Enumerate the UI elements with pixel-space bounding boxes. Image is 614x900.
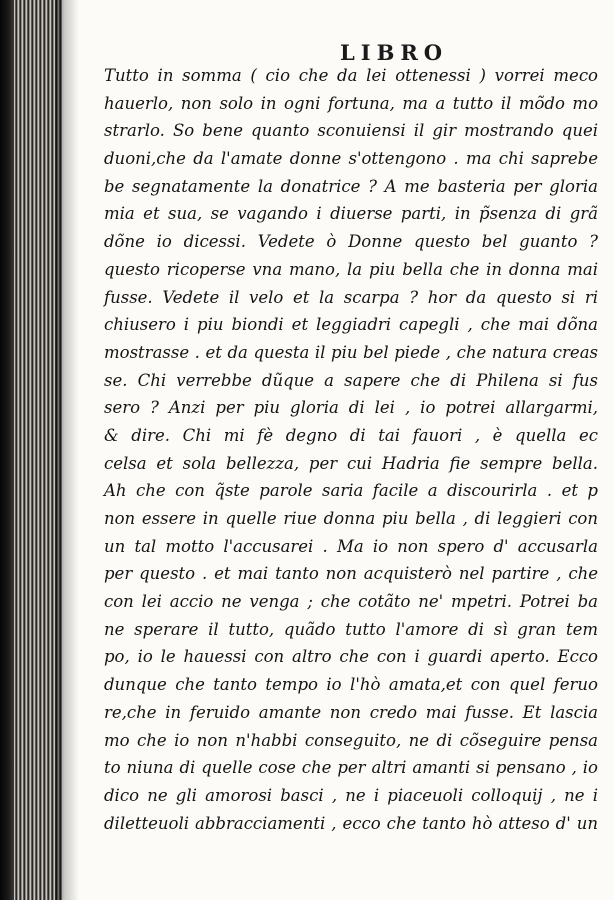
- text-line: se. Chi verrebbe dũque a sapere che di Philena si fus: [104, 370, 598, 390]
- text-line: con lei accio ne venga ; che cotãto ne' mpetri. Potrei ba: [104, 592, 598, 612]
- text-line: ne sperare il tutto, quãdo tutto l'amore di sì gran tem: [104, 619, 598, 639]
- text-line: strarlo. So bene quanto sconuiensi il gir mostrando quei: [104, 121, 598, 141]
- text-line: mia et sua, se vagando i diuerse parti, in p̃senza di grã: [104, 204, 598, 224]
- binding-gutter: [0, 0, 14, 900]
- text-line: mo che io non n'habbi conseguito, ne di cõseguire pensa: [104, 730, 598, 750]
- body-text: [104, 62, 604, 837]
- text-line: chiusero i piu biondi et leggiadri capegli , che mai dõna: [104, 315, 598, 335]
- text-line: Tutto in somma ( cio che da lei ottenessi ) vorrei meco: [104, 66, 598, 85]
- text-line: Ah che con q̃ste parole saria facile a discourirla . et p: [104, 481, 598, 501]
- gutter-shadow: [55, 0, 79, 900]
- text-line: & dire. Chi mi fè degno di tai fauori , è quella ec: [104, 425, 598, 445]
- text-line: po, io le hauessi con altro che con i guardi aperto. Ecco: [104, 647, 598, 667]
- text-line: duoni,che da l'amate donne s'ottengono . ma chi saprebe: [104, 149, 598, 169]
- text-line: sero ? Anzi per piu gloria di lei , io potrei allargarmi,: [104, 398, 598, 418]
- text-line: dilettеuoli abbracciamenti , ecco che tanto hò atteso d' un: [104, 813, 598, 833]
- text-line: fusse. Vedete il velo et la scarpa ? hor da questo si ri: [104, 287, 598, 307]
- text-line: mostrasse . et da questa il piu bel piede , che natura creas: [104, 342, 598, 362]
- text-line: dico ne gli amorosi basci , ne i piaceuoli colloquij , ne i: [104, 785, 598, 805]
- running-head: LIBRO: [340, 40, 449, 65]
- text-line: to niuna di quelle cose che per altri amanti si pensano , io: [104, 758, 598, 778]
- text-line: questo ricoperse vna mano, la piu bella che in donna mai: [104, 259, 598, 279]
- text-line: non essere in quelle riue donna piu bella , di leggieri con: [104, 509, 598, 528]
- text-line: be segnatamente la donatrice ? A me basteria per gloria: [104, 176, 598, 196]
- text-line: dõne io dicessi. Vedete ò Donne questo bel guanto ?: [104, 232, 598, 252]
- text-line: per questo . et mai tanto non acquisterò nel partire , che: [104, 564, 598, 584]
- text-line: celsa et sola bellezza, per cui Hadria fie sempre bella.: [104, 453, 598, 473]
- text-line: un tal motto l'accusarei . Ma io non spero d' accusarla: [104, 536, 598, 556]
- text-line: hauerlo, non solo in ogni fortuna, ma a tutto il mõdo mo: [104, 93, 598, 113]
- text-line: dunque che tanto tempo io l'hò amata,et con quel feruo: [104, 675, 598, 695]
- text-line: re,che in feruido amante non credo mai fusse. Et lascia: [104, 702, 598, 722]
